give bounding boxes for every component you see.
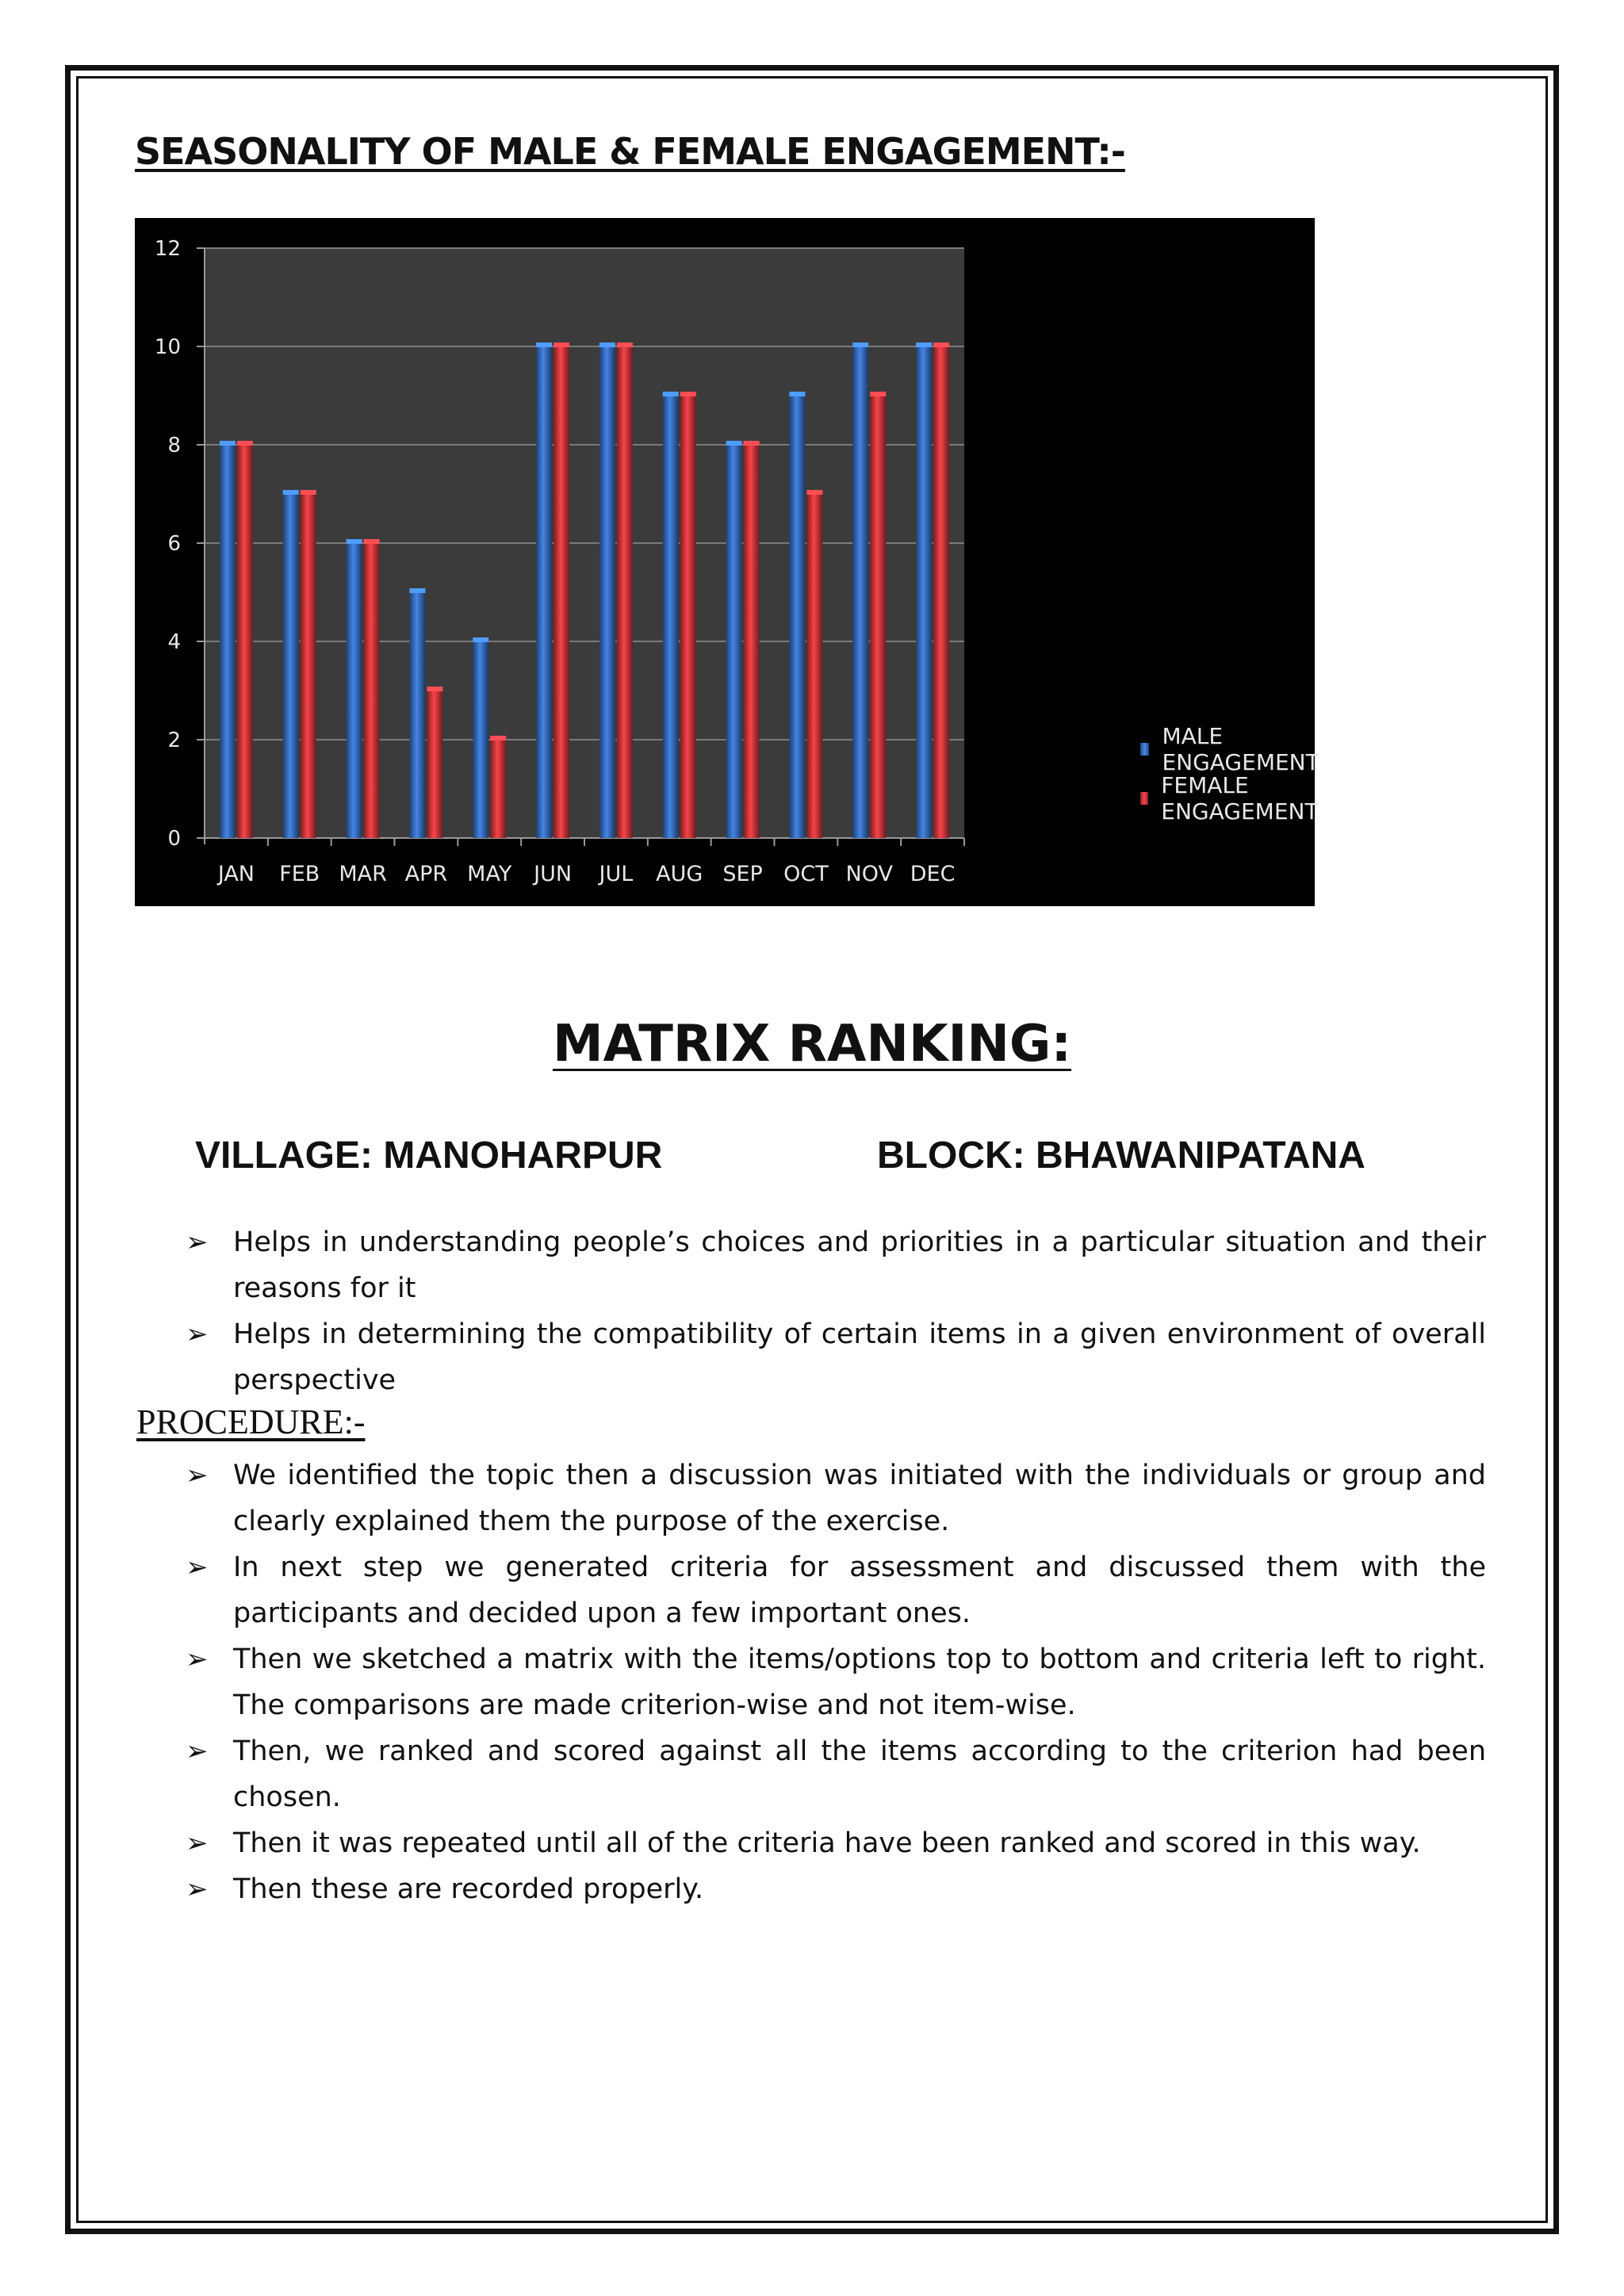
bar-cap	[680, 392, 696, 396]
bar-cap	[473, 637, 488, 642]
list-item-text: Then it was repeated until all of the criteria have been ranked and scored in this way.	[233, 1827, 1421, 1859]
intro-list	[179, 1219, 1486, 1403]
list-item	[179, 1452, 1486, 1544]
list-item-text: In next step we generated criteria for assessment and discussed them with the participants and decided upon a few important ones.	[233, 1552, 1486, 1629]
x-tick-label: MAR	[339, 862, 387, 886]
list-item-text: Then, we ranked and scored against all the items according to the criterion had been chosen.	[233, 1735, 1486, 1813]
legend-item-male	[1140, 723, 1323, 775]
y-tick-label: 6	[167, 532, 181, 556]
bar-cap	[744, 441, 760, 446]
bar-cap	[364, 539, 380, 544]
bar-cap	[599, 342, 615, 347]
list-item-text: Helps in understanding people’s choices and priorities in a particular situation and their reasons for it	[233, 1226, 1486, 1304]
bar-cap	[870, 392, 886, 396]
block-label: BLOCK: BHAWANIPATANA	[877, 1135, 1365, 1177]
section-heading: SEASONALITY OF MALE & FEMALE ENGAGEMENT:-	[135, 130, 1125, 173]
bar-male	[536, 346, 552, 838]
list-item	[179, 1219, 1486, 1311]
bar-female	[427, 691, 442, 838]
arrow-bullet-icon: ➢	[186, 1873, 209, 1905]
bar-female	[933, 346, 949, 838]
chart-svg	[135, 218, 1315, 906]
x-tick-label: JUL	[599, 862, 634, 886]
bar-male	[409, 592, 425, 838]
bar-female	[364, 543, 380, 838]
bar-male	[347, 543, 362, 838]
list-item	[179, 1311, 1486, 1403]
bar-cap	[220, 441, 236, 446]
bar-cap	[916, 342, 932, 347]
arrow-bullet-icon: ➢	[186, 1318, 209, 1350]
bar-male	[220, 445, 236, 838]
list-item	[179, 1636, 1486, 1728]
y-tick-label: 8	[167, 434, 181, 457]
bar-male	[789, 396, 805, 838]
x-tick-label: OCT	[783, 862, 829, 886]
y-tick-label: 10	[154, 335, 181, 359]
bar-female	[237, 445, 253, 838]
arrow-bullet-icon: ➢	[186, 1735, 209, 1767]
procedure-title: PROCEDURE:-	[136, 1402, 366, 1441]
bar-cap	[553, 342, 569, 347]
x-tick-label: FEB	[279, 862, 320, 886]
village-label: VILLAGE: MANOHARPUR	[195, 1135, 663, 1177]
bar-cap	[237, 441, 253, 446]
list-item	[179, 1728, 1486, 1820]
bar-male	[283, 494, 299, 838]
arrow-bullet-icon: ➢	[186, 1460, 209, 1491]
bar-cap	[490, 736, 506, 740]
list-item	[179, 1820, 1486, 1866]
bar-female	[490, 740, 506, 838]
y-tick-label: 4	[167, 630, 181, 654]
bar-cap	[663, 392, 679, 396]
bar-female	[680, 396, 696, 838]
bar-cap	[852, 342, 868, 347]
arrow-bullet-icon: ➢	[186, 1552, 209, 1583]
x-tick-label: MAY	[467, 862, 512, 886]
x-tick-label: JAN	[217, 862, 255, 886]
legend-label-male: MALE ENGAGEMENT	[1162, 723, 1320, 775]
bar-female	[617, 346, 633, 838]
y-tick-label: 12	[154, 237, 181, 261]
x-tick-label: JUN	[534, 862, 573, 886]
list-item	[179, 1544, 1486, 1636]
bar-male	[916, 346, 932, 838]
bar-cap	[536, 342, 552, 347]
bar-male	[663, 396, 679, 838]
bar-cap	[301, 490, 316, 495]
legend-swatch-female	[1140, 792, 1148, 805]
bar-male	[852, 346, 868, 838]
bar-female	[806, 494, 822, 838]
bar-cap	[726, 441, 742, 446]
y-tick-label: 2	[167, 729, 181, 752]
bar-female	[870, 396, 886, 838]
matrix-ranking-title: MATRIX RANKING:	[552, 1015, 1072, 1073]
x-tick-label: APR	[404, 862, 448, 886]
arrow-bullet-icon: ➢	[186, 1827, 209, 1859]
list-item	[179, 1866, 1486, 1912]
engagement-chart	[135, 218, 1320, 906]
arrow-bullet-icon: ➢	[186, 1644, 209, 1675]
x-tick-label: NOV	[845, 862, 893, 886]
bar-cap	[283, 490, 299, 495]
bar-cap	[427, 687, 442, 691]
x-tick-label: AUG	[656, 862, 703, 886]
bar-cap	[789, 392, 805, 396]
bar-cap	[933, 342, 949, 347]
y-tick-label: 0	[167, 827, 181, 851]
bar-cap	[617, 342, 633, 347]
bar-male	[726, 445, 742, 838]
bar-female	[553, 346, 569, 838]
x-tick-label: DEC	[910, 862, 956, 886]
bar-female	[301, 494, 316, 838]
legend-item-female	[1140, 772, 1323, 825]
bar-male	[473, 641, 488, 838]
bar-cap	[409, 588, 425, 593]
list-item-text: Helps in determining the compatibility of certain items in a given environment of overall perspective	[233, 1318, 1486, 1396]
bar-cap	[806, 490, 822, 495]
bar-female	[744, 445, 760, 838]
legend-label-female: FEMALE ENGAGEMENT	[1161, 772, 1319, 825]
x-tick-label: SEP	[722, 862, 763, 886]
bar-cap	[347, 539, 362, 544]
procedure-list	[179, 1452, 1486, 1912]
list-item-text: Then we sketched a matrix with the items/options top to bottom and criteria left to right. The comparisons are made criterion-wise and not item-wise.	[233, 1644, 1486, 1721]
list-item-text: We identified the topic then a discussion was initiated with the individuals or group and clearly explained them the purpose of the exercise.	[233, 1460, 1486, 1537]
chart-legend	[1140, 723, 1323, 832]
legend-swatch-male	[1140, 743, 1149, 756]
bar-male	[599, 346, 615, 838]
arrow-bullet-icon: ➢	[186, 1226, 209, 1258]
list-item-text: Then these are recorded properly.	[233, 1873, 704, 1905]
